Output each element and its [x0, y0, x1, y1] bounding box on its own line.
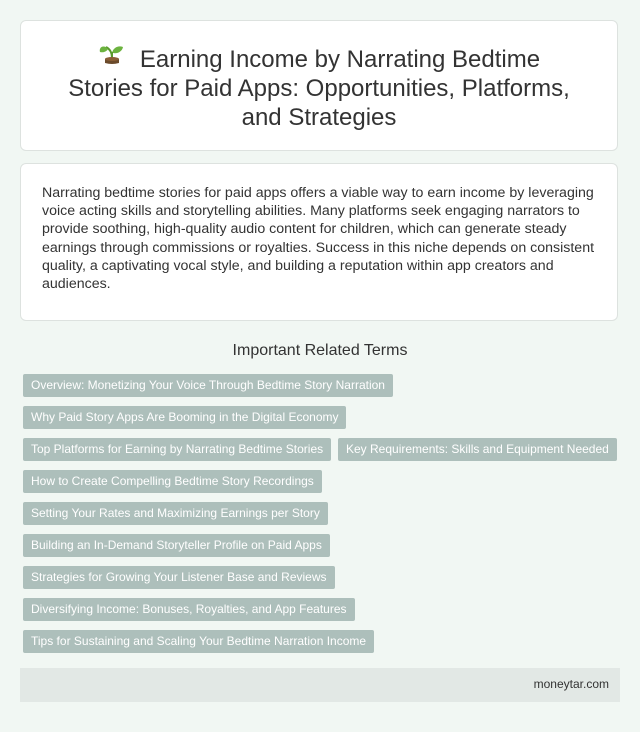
term-tag[interactable]: Strategies for Growing Your Listener Base and Reviews: [23, 566, 335, 589]
term-tag[interactable]: Top Platforms for Earning by Narrating Bedtime Stories: [23, 438, 331, 461]
page-title-text: Earning Income by Narrating Bedtime Stories for Paid Apps: Opportunities, Platforms, and Strategies: [68, 46, 570, 131]
term-tag[interactable]: Why Paid Story Apps Are Booming in the Digital Economy: [23, 406, 346, 429]
footer: [20, 668, 620, 702]
terms-heading: Important Related Terms: [232, 342, 408, 359]
term-tag[interactable]: Overview: Monetizing Your Voice Through Bedtime Story Narration: [23, 374, 393, 397]
sprout-icon: [98, 43, 126, 69]
term-tag[interactable]: Diversifying Income: Bonuses, Royalties, and App Features: [23, 598, 355, 621]
footer-site-link[interactable]: moneytar.com: [533, 677, 609, 691]
term-tag[interactable]: Tips for Sustaining and Scaling Your Bedtime Narration Income: [23, 630, 374, 653]
title-card: [20, 20, 618, 151]
page-title: [61, 43, 577, 132]
term-tag[interactable]: Building an In-Demand Storyteller Profile on Paid Apps: [23, 534, 330, 557]
intro-card: [20, 163, 618, 321]
term-tag[interactable]: Key Requirements: Skills and Equipment Needed: [338, 438, 617, 461]
term-tag[interactable]: How to Create Compelling Bedtime Story Recordings: [23, 470, 322, 493]
term-tag[interactable]: Setting Your Rates and Maximizing Earnings per Story: [23, 502, 328, 525]
intro-paragraph: Narrating bedtime stories for paid apps offers a viable way to earn income by leveraging voice acting skills and storytelling abilities. Many platforms seek engaging narrators to provide soothing, high-quality audio content for children, which can generate steady earnings through commissions or royalties. Success in this niche depends on consistent quality, a captivating vocal style, and building a reputation within app creators and audiences.: [42, 185, 595, 293]
